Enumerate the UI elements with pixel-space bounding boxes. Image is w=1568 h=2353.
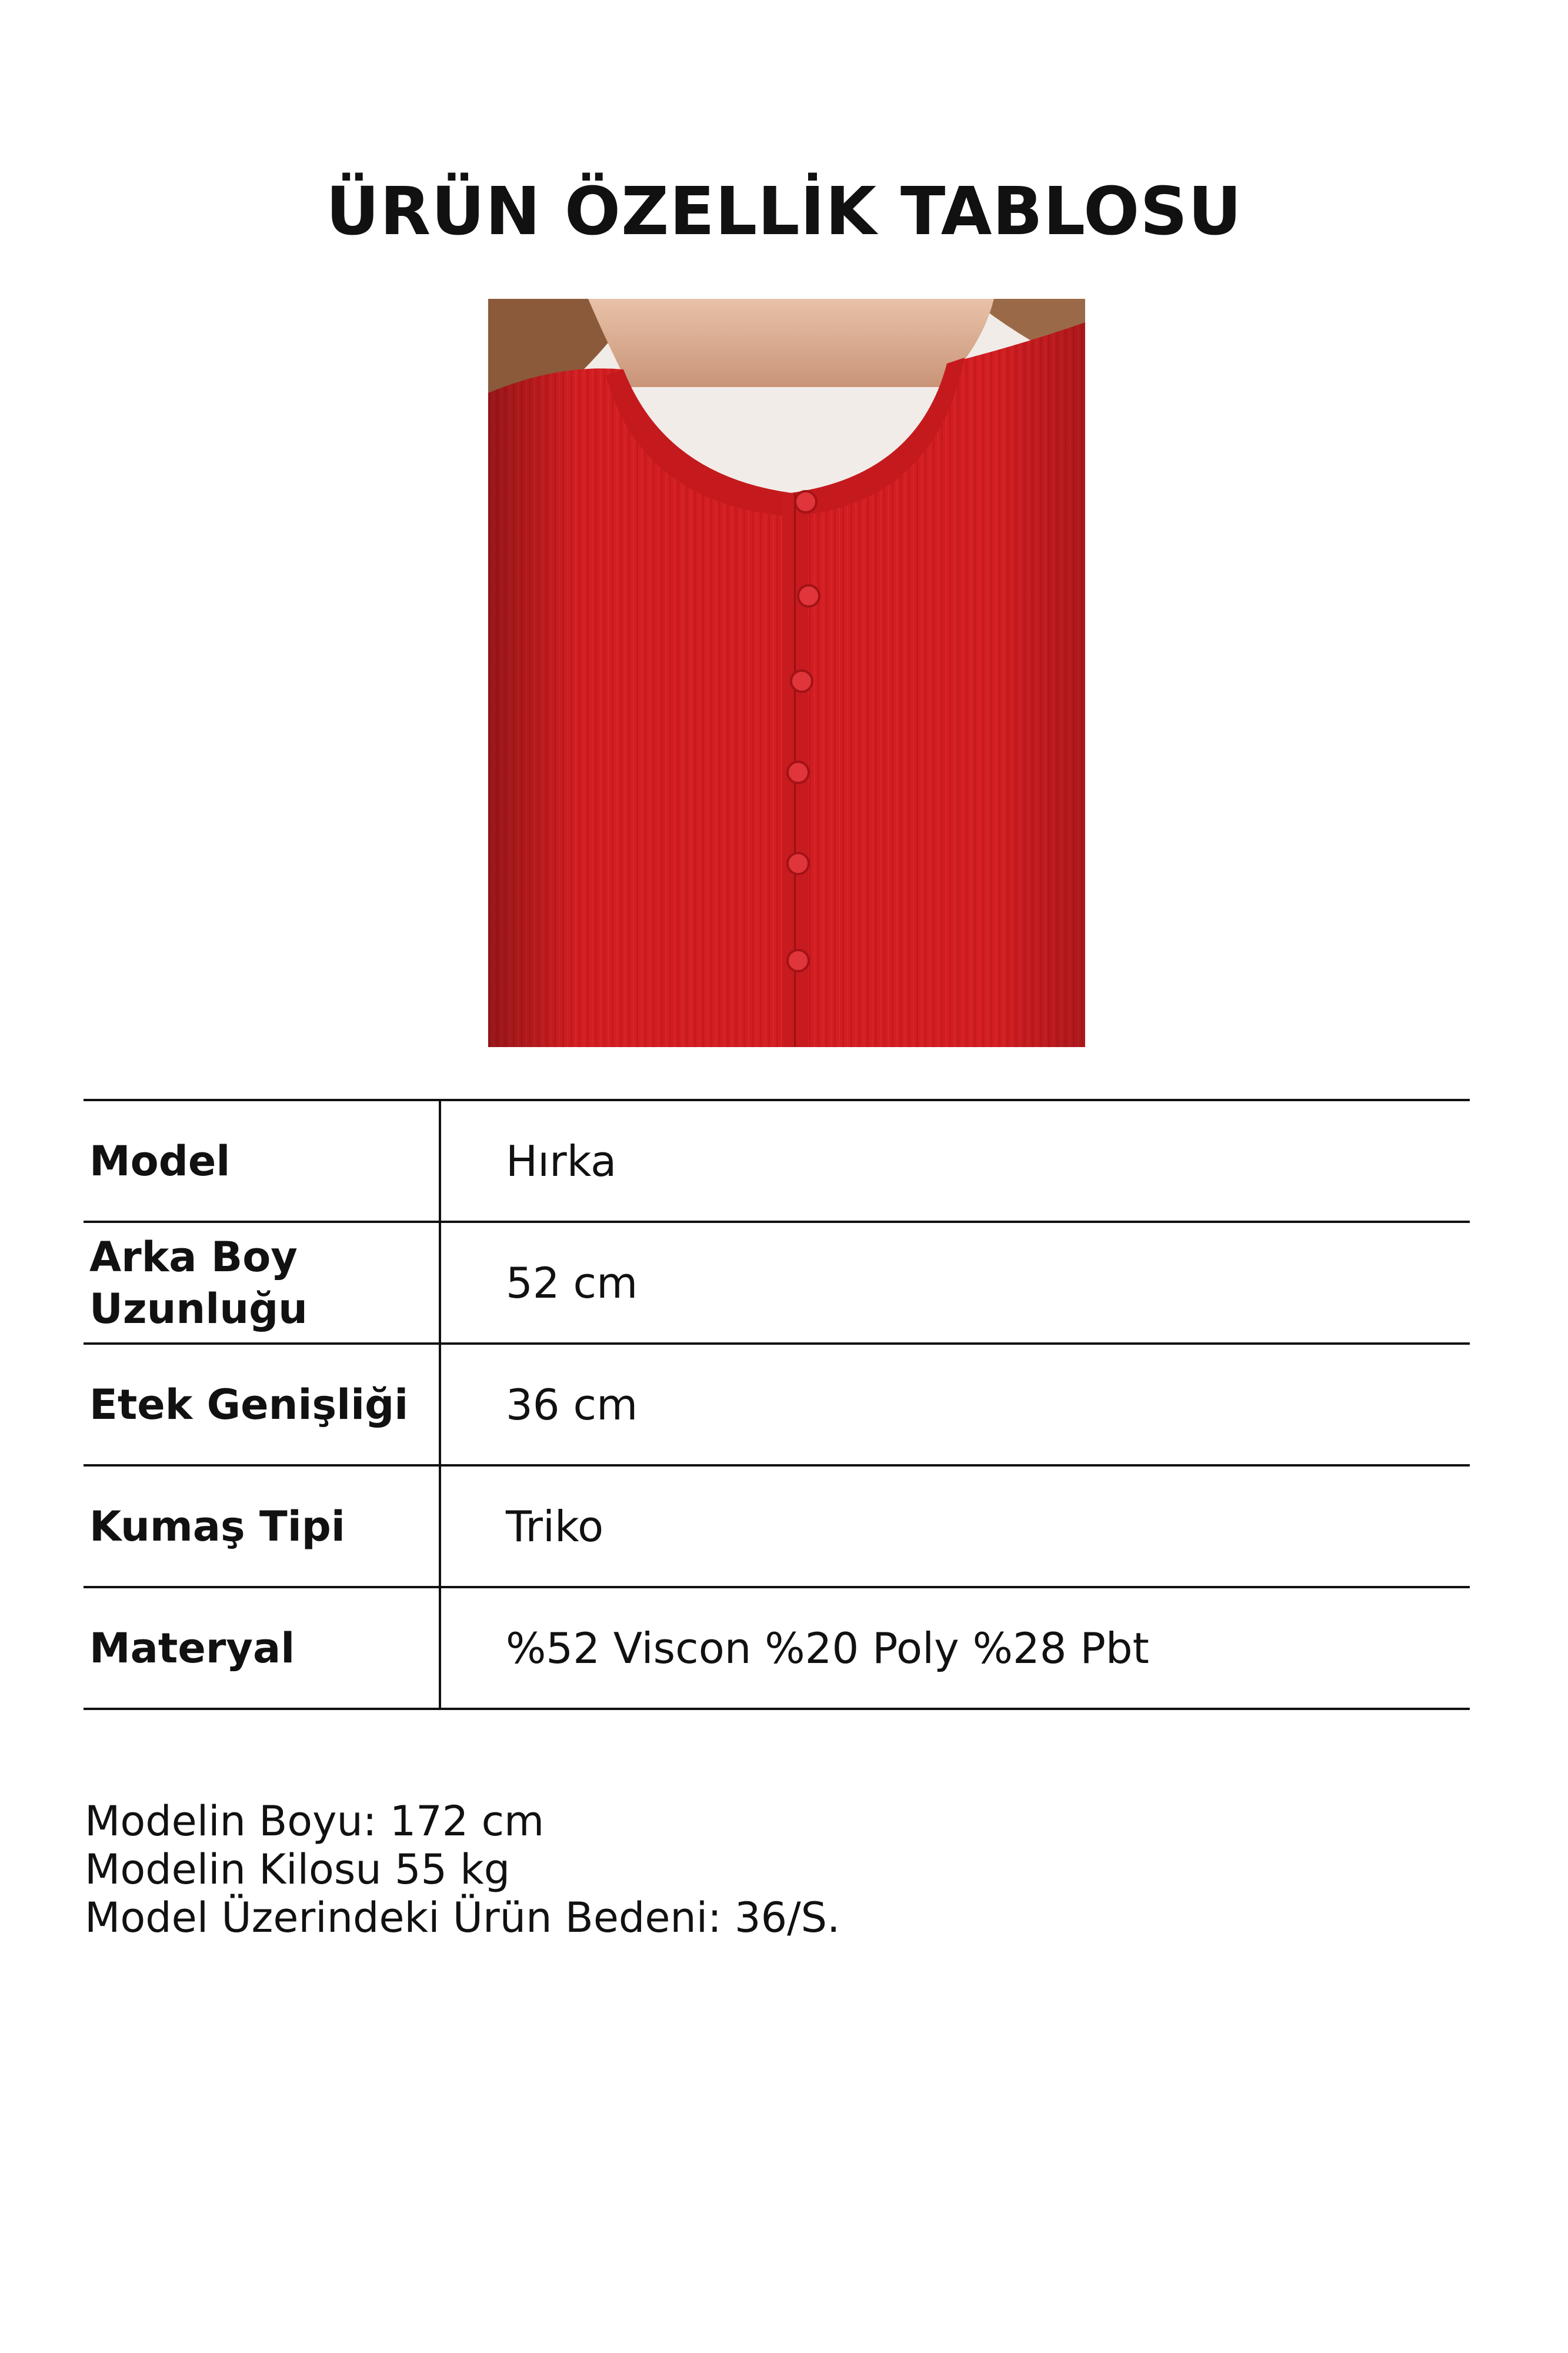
product-photo [488,299,1085,1047]
spec-value: Hırka [506,1136,617,1186]
spec-table [84,1099,1470,1710]
spec-label: Etek Genişliği [84,1344,440,1465]
model-notes [85,1797,840,1942]
spec-value: %52 Viscon %20 Poly %28 Pbt [506,1623,1149,1673]
spec-label: Materyal [84,1587,440,1709]
table-row [84,1100,1470,1222]
spec-value: 52 cm [506,1258,638,1308]
table-row [84,1222,1470,1344]
table-row [84,1465,1470,1587]
page-title: ÜRÜN ÖZELLİK TABLOSU [326,174,1242,250]
spec-label: Arka Boy Uzunluğu [84,1222,440,1344]
model-height-note: Modelin Boyu: 172 cm [85,1797,545,1845]
spec-label: Model [84,1100,440,1222]
model-weight-note: Modelin Kilosu 55 kg [85,1845,511,1894]
spec-value: 36 cm [506,1379,638,1429]
table-row [84,1344,1470,1465]
model-size-note: Model Üzerindeki Ürün Bedeni: 36/S. [85,1894,840,1942]
spec-label: Kumaş Tipi [84,1465,440,1587]
spec-value: Triko [506,1501,604,1551]
table-row [84,1587,1470,1709]
